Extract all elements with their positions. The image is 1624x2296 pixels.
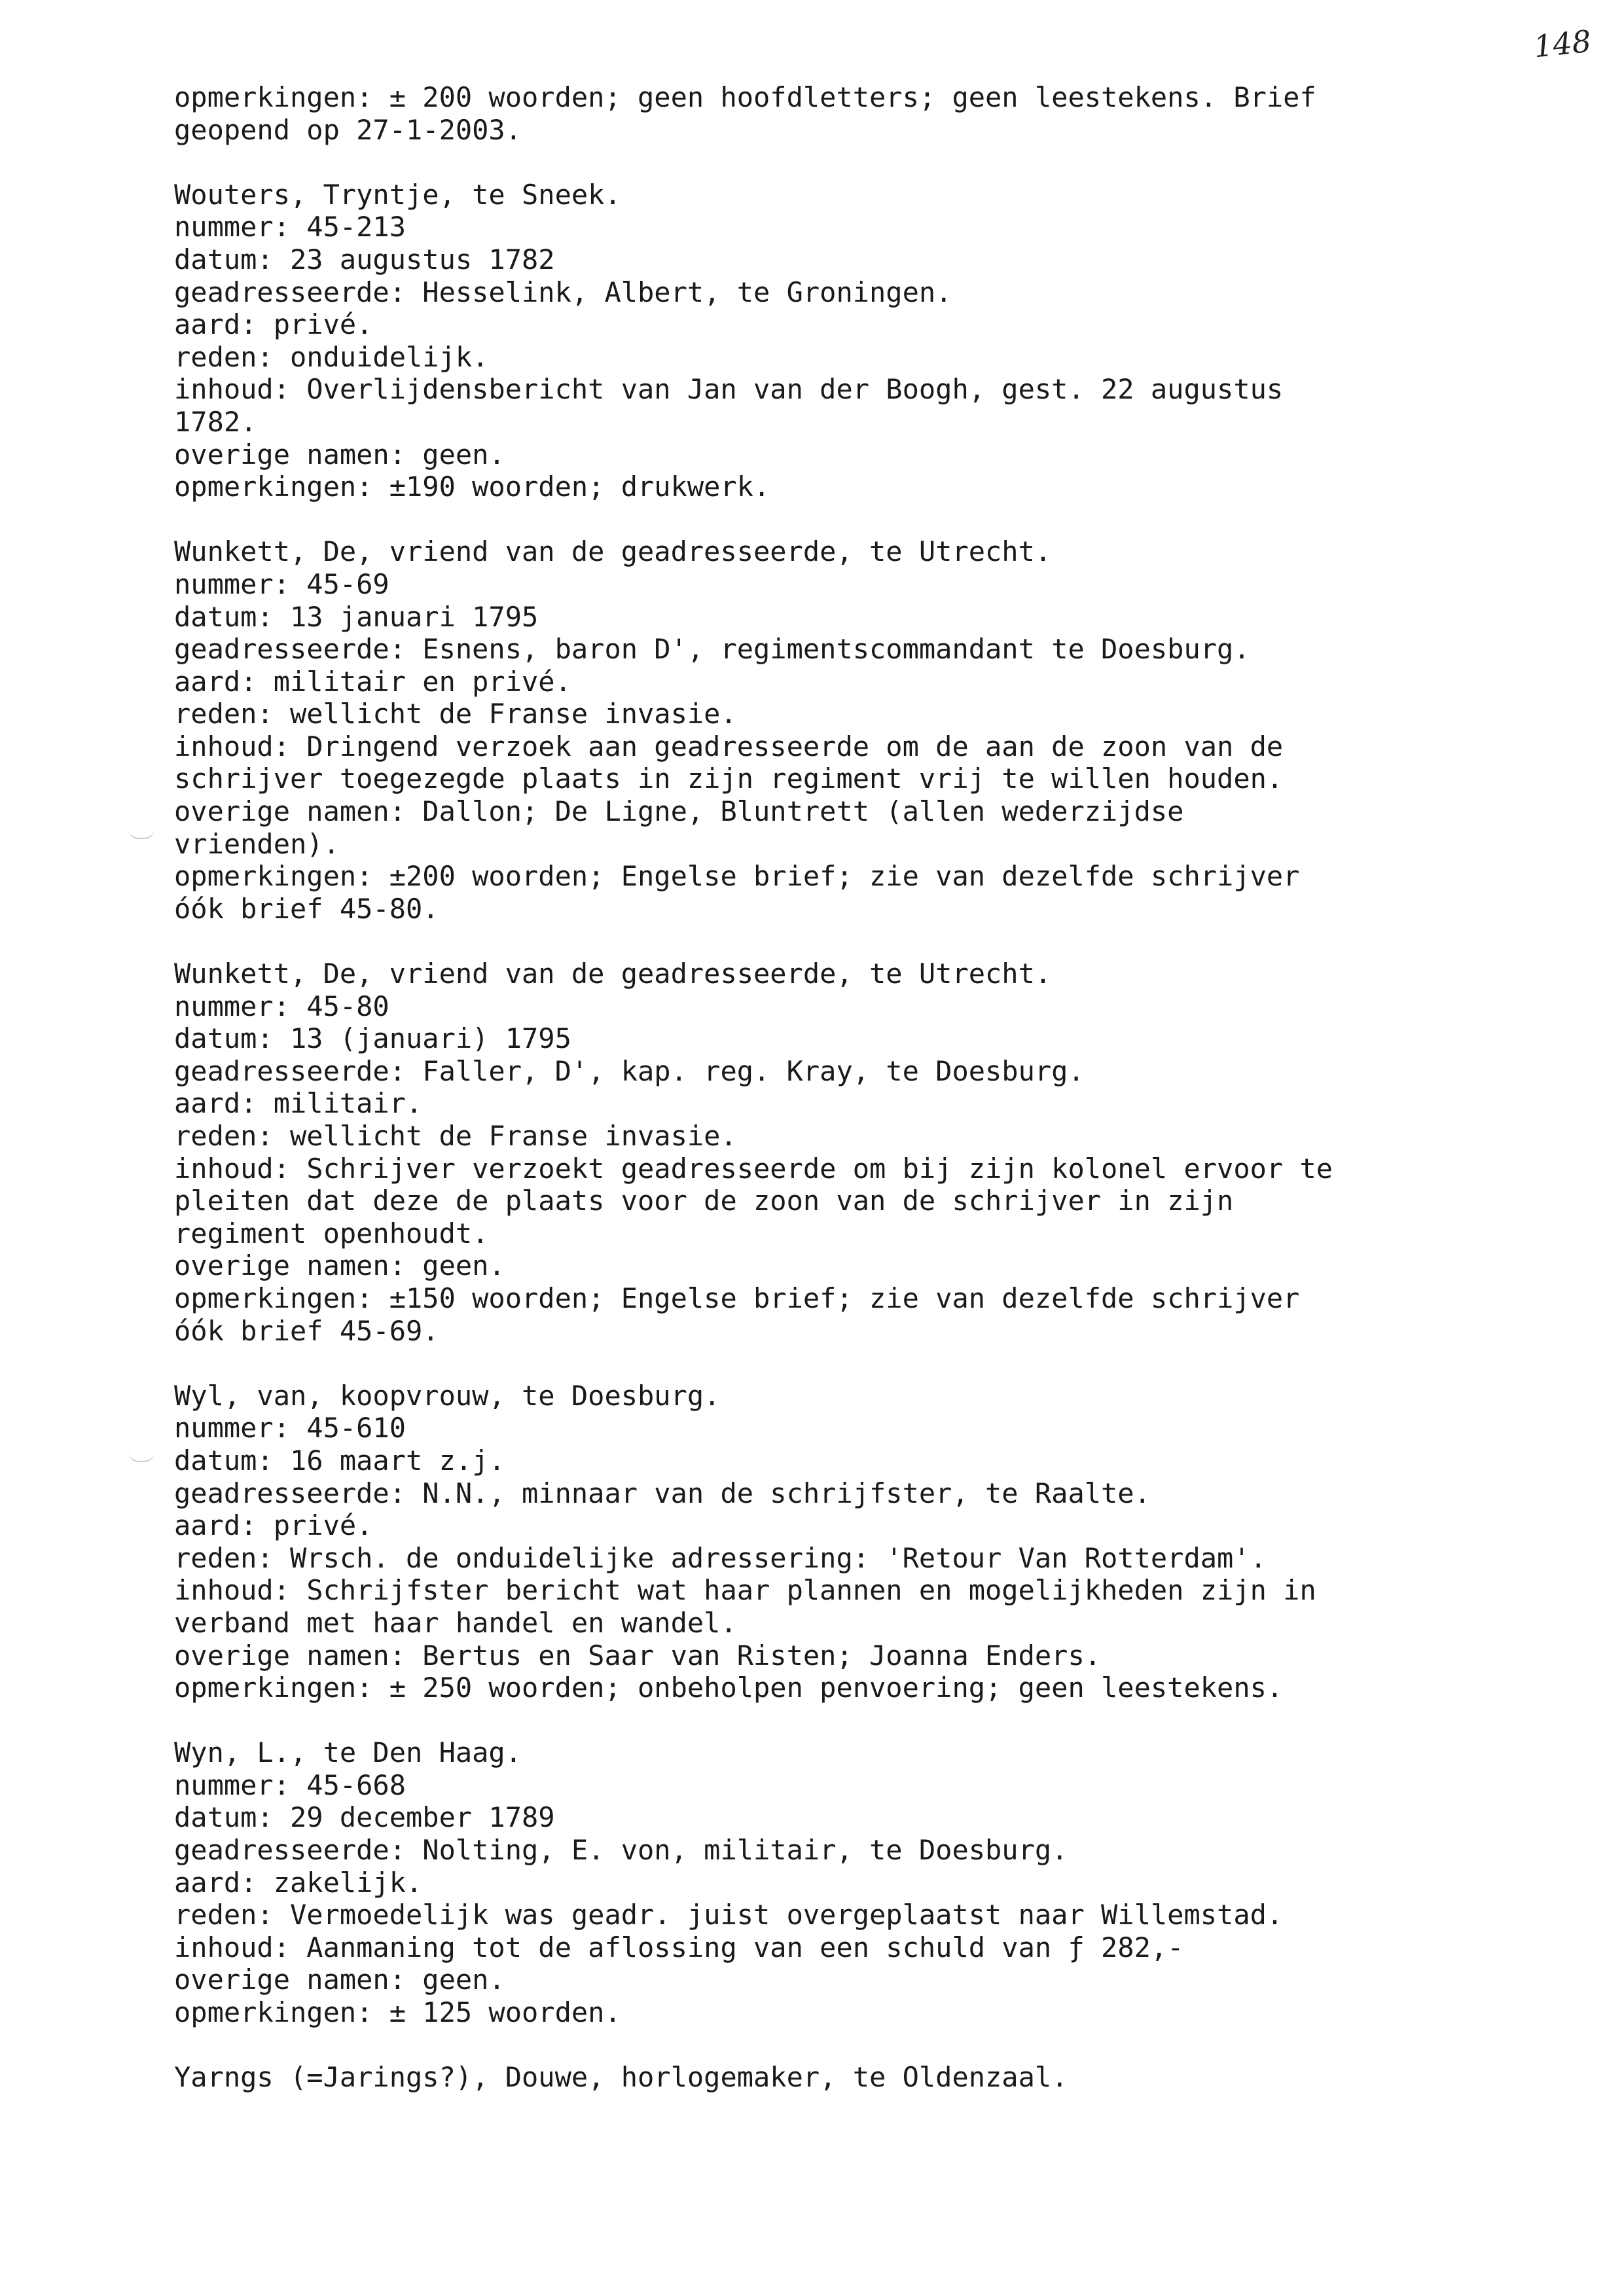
entry-line: regiment openhoudt. xyxy=(174,1217,489,1249)
entry-line: inhoud: Schrijver verzoekt geadresseerde om bij zijn kolonel ervoor te xyxy=(174,1152,1333,1185)
entry-line: overige namen: geen. xyxy=(174,1964,505,1996)
entry-line: opmerkingen: ± 250 woorden; onbeholpen penvoering; geen leestekens. xyxy=(174,1672,1284,1704)
entry-line: verband met haar handel en wandel. xyxy=(174,1606,737,1639)
entry-line: nummer: 45-69 xyxy=(174,567,389,600)
entry-line: Yarngs (=Jarings?), Douwe, horlogemaker, te Oldenzaal. xyxy=(174,2061,1068,2094)
entry-line: geadresseerde: Nolting, E. von, militair, te Doesburg. xyxy=(174,1834,1068,1867)
catalog-entry xyxy=(174,81,1549,146)
entry-line: inhoud: Dringend verzoek aan geadresseerde om de aan de zoon van de xyxy=(174,730,1284,762)
entry-line: overige namen: geen. xyxy=(174,438,505,471)
entry-line: nummer: 45-610 xyxy=(174,1412,406,1444)
entry-line: geadresseerde: N.N., minnaar van de schrijfster, te Raalte. xyxy=(174,1477,1151,1509)
entry-line: Wunkett, De, vriend van de geadresseerde, te Utrecht. xyxy=(174,958,1052,990)
entry-line: inhoud: Schrijfster bericht wat haar plannen en mogelijkheden zijn in xyxy=(174,1574,1316,1607)
entry-line: reden: Wrsch. de onduidelijke adressering: 'Retour Van Rotterdam'. xyxy=(174,1541,1267,1574)
entry-line: óók brief 45-69. xyxy=(174,1314,439,1347)
entry-line: inhoud: Aanmaning tot de aflossing van een schuld van ƒ 282,- xyxy=(174,1931,1184,1964)
entry-line: geadresseerde: Esnens, baron D', regimentscommandant te Doesburg. xyxy=(174,633,1250,666)
entry-line: overige namen: Dallon; De Ligne, Bluntrett (allen wederzijdse xyxy=(174,795,1184,828)
entry-line: opmerkingen: ± 200 woorden; geen hoofdletters; geen leestekens. Brief xyxy=(174,81,1316,113)
entry-line: reden: Vermoedelijk was geadr. juist overgeplaatst naar Willemstad. xyxy=(174,1899,1284,1931)
entry-line: Wouters, Tryntje, te Sneek. xyxy=(174,178,621,211)
entry-spacer xyxy=(174,925,1549,958)
entry-line: aard: privé. xyxy=(174,308,373,341)
catalog-entry xyxy=(174,535,1549,925)
entry-line: Wyl, van, koopvrouw, te Doesburg. xyxy=(174,1379,721,1412)
catalog-entry xyxy=(174,179,1549,503)
entry-spacer xyxy=(174,1704,1549,1737)
page-number: 148 xyxy=(1532,23,1593,65)
entry-spacer xyxy=(174,146,1549,179)
entry-line: inhoud: Overlijdensbericht van Jan van der Boogh, gest. 22 augustus xyxy=(174,373,1284,406)
entry-line: nummer: 45-80 xyxy=(174,990,389,1022)
entry-line: datum: 13 januari 1795 xyxy=(174,600,539,633)
catalog-entry xyxy=(174,1736,1549,2028)
entry-line: geadresseerde: Hesselink, Albert, te Groningen. xyxy=(174,276,952,308)
document-body xyxy=(174,81,1549,2094)
catalog-entry xyxy=(174,2061,1549,2094)
entry-line: schrijver toegezegde plaats in zijn regiment vrij te willen houden. xyxy=(174,762,1284,795)
entry-line: opmerkingen: ±150 woorden; Engelse brief; zie van dezelfde schrijver xyxy=(174,1282,1300,1314)
margin-mark xyxy=(128,1452,154,1462)
entry-line: geadresseerde: Faller, D', kap. reg. Kray, te Doesburg. xyxy=(174,1054,1085,1087)
entry-spacer xyxy=(174,2029,1549,2062)
catalog-entry xyxy=(174,1380,1549,1704)
entry-line: Wyn, L., te Den Haag. xyxy=(174,1736,522,1769)
entry-line: reden: wellicht de Franse invasie. xyxy=(174,1120,737,1152)
entry-line: opmerkingen: ± 125 woorden. xyxy=(174,1996,621,2029)
entry-line: nummer: 45-668 xyxy=(174,1768,406,1801)
entry-line: datum: 23 augustus 1782 xyxy=(174,243,555,276)
entry-line: nummer: 45-213 xyxy=(174,211,406,243)
entry-line: aard: zakelijk. xyxy=(174,1866,423,1899)
entry-line: geopend op 27-1-2003. xyxy=(174,113,522,146)
entry-line: reden: wellicht de Franse invasie. xyxy=(174,698,737,730)
entry-line: aard: militair. xyxy=(174,1087,423,1120)
catalog-entry xyxy=(174,958,1549,1347)
entry-line: overige namen: Bertus en Saar van Risten; Joanna Enders. xyxy=(174,1639,1102,1672)
entry-line: óók brief 45-80. xyxy=(174,892,439,925)
margin-mark xyxy=(128,829,154,839)
entry-line: aard: militair en privé. xyxy=(174,665,571,698)
entry-line: vrienden). xyxy=(174,827,340,860)
entry-line: pleiten dat deze de plaats voor de zoon van de schrijver in zijn xyxy=(174,1185,1234,1217)
entry-line: overige namen: geen. xyxy=(174,1249,505,1282)
entry-spacer xyxy=(174,503,1549,536)
entry-line: datum: 13 (januari) 1795 xyxy=(174,1022,571,1055)
entry-line: opmerkingen: ±190 woorden; drukwerk. xyxy=(174,471,770,503)
entry-line: Wunkett, De, vriend van de geadresseerde, te Utrecht. xyxy=(174,535,1052,568)
entry-line: reden: onduidelijk. xyxy=(174,340,489,373)
entry-line: datum: 16 maart z.j. xyxy=(174,1444,505,1477)
entry-line: opmerkingen: ±200 woorden; Engelse brief; zie van dezelfde schrijver xyxy=(174,860,1300,893)
entry-spacer xyxy=(174,1347,1549,1380)
entry-line: 1782. xyxy=(174,405,257,438)
entry-line: aard: privé. xyxy=(174,1509,373,1542)
entry-line: datum: 29 december 1789 xyxy=(174,1801,555,1834)
